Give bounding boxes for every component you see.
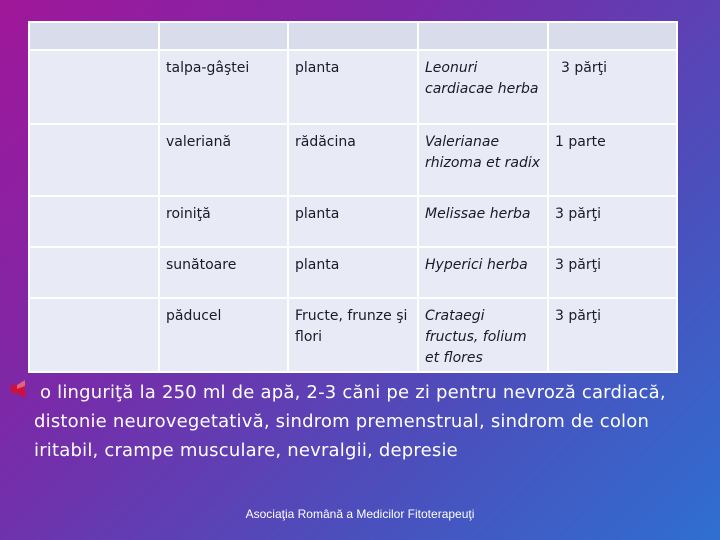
table-row [29, 124, 677, 196]
header-cell [548, 22, 677, 50]
row-blank-cell [29, 124, 159, 196]
quantity-cell: 3 părţi [548, 50, 677, 124]
plant-part-cell: planta [288, 196, 418, 247]
quantity-cell: 3 părţi [548, 247, 677, 298]
quantity-cell: 3 părţi [548, 298, 677, 372]
plant-part-cell: Fructe, frunze şi flori [288, 298, 418, 372]
herbal-table-grid [28, 21, 678, 373]
plant-part-cell: rădăcina [288, 124, 418, 196]
row-blank-cell [29, 298, 159, 372]
plant-name-cell: sunătoare [159, 247, 288, 298]
speaker-arrow-icon [11, 380, 27, 398]
table-row [29, 50, 677, 124]
header-cell [29, 22, 159, 50]
row-blank-cell [29, 50, 159, 124]
plant-name-cell: roiniţă [159, 196, 288, 247]
plant-part-cell: planta [288, 50, 418, 124]
table-row [29, 247, 677, 298]
row-blank-cell [29, 247, 159, 298]
latin-name-cell: Valerianae rhizoma et radix [418, 124, 548, 196]
table-row [29, 298, 677, 372]
herbal-table [28, 21, 676, 370]
latin-name-cell: Hyperici herba [418, 247, 548, 298]
usage-note: o linguriţă la 250 ml de apă, 2-3 căni pe zi pentru nevroză cardiacă, distonie neurovegetativă, sindrom premenstrual, sindrom de colon iritabil, crampe musculare, nevralgii, depresie [34, 382, 666, 461]
plant-name-cell: valeriană [159, 124, 288, 196]
row-blank-cell [29, 196, 159, 247]
plant-name-cell: păducel [159, 298, 288, 372]
latin-name-cell: Leonuri cardiacae herba [418, 50, 548, 124]
table-row [29, 196, 677, 247]
latin-name-cell: Melissae herba [418, 196, 548, 247]
table-header-row [29, 22, 677, 50]
header-cell [418, 22, 548, 50]
latin-name-cell: Crataegi fructus, folium et flores [418, 298, 548, 372]
footer-credit: Asociaţia Română a Medicilor Fitoterapeuţi [245, 507, 475, 521]
plant-name-cell: talpa-gâştei [159, 50, 288, 124]
plant-part-cell: planta [288, 247, 418, 298]
quantity-cell: 1 parte [548, 124, 677, 196]
header-cell [159, 22, 288, 50]
quantity-cell: 3 părţi [548, 196, 677, 247]
header-cell [288, 22, 418, 50]
